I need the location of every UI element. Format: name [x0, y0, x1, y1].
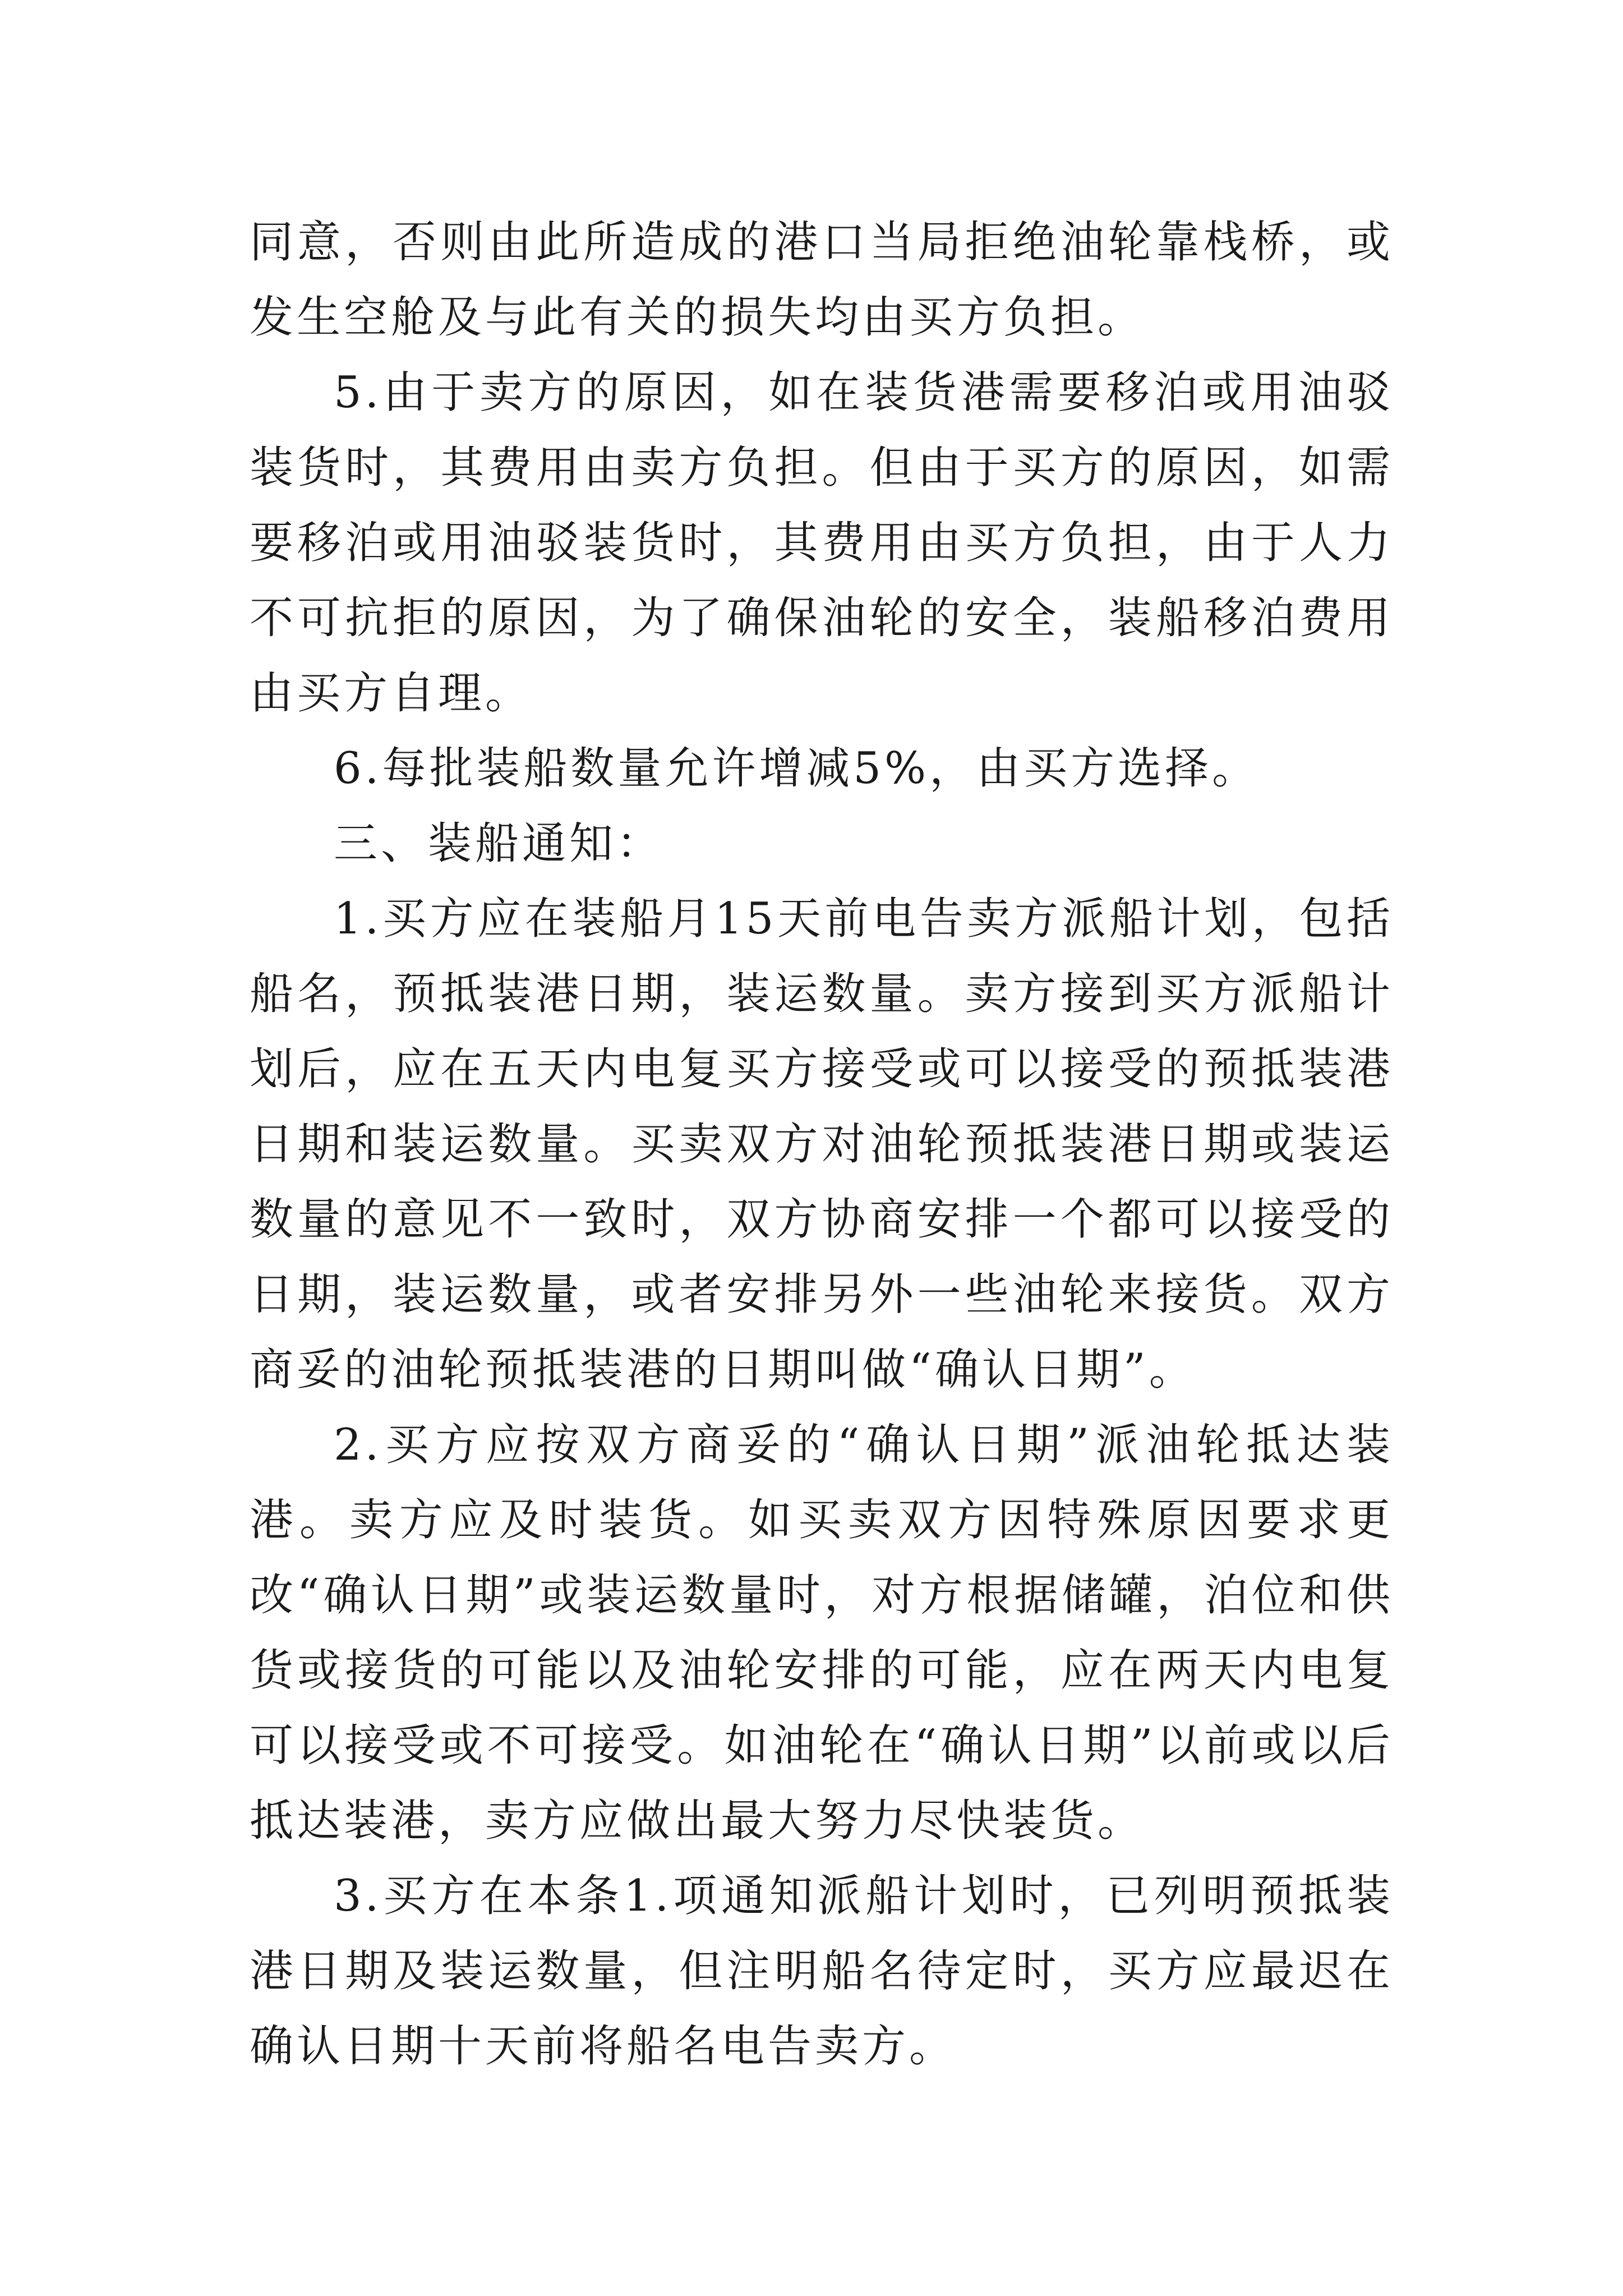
paragraph-notice-3: 3.买方在本条1.项通知派船计划时，已列明预抵装港日期及装运数量，但注明船名待定时，买方应最迟在确认日期十天前将船名电告卖方。 [250, 1871, 1394, 2072]
document-body [250, 205, 1394, 2084]
paragraph-notice-1: 1.买方应在装船月15天前电告卖方派船计划，包括船名，预抵装港日期，装运数量。卖方接到买方派船计划后，应在五天内电复买方接受或可以接受的预抵装港日期和装运数量。买卖双方对油轮预抵装港日期或装运数量的意见不一致时，双方协商安排一个都可以接受的日期，装运数量，或者安排另外一些油轮来接货。双方商妥的油轮预抵装港的日期叫做“确认日期”。 [250, 894, 1394, 1395]
paragraph-notice-2: 2.买方应按双方商妥的“确认日期”派油轮抵达装港。卖方应及时装货。如买卖双方因特殊原因要求更改“确认日期”或装运数量时，对方根据储罐，泊位和供货或接货的可能以及油轮安排的可能，应在两天内电复可以接受或不可接受。如油轮在“确认日期”以前或以后抵达装港，卖方应做出最大努力尽快装货。 [250, 1420, 1394, 1846]
paragraph-clause-6: 6.每批装船数量允许增减5%，由买方选择。 [334, 743, 1260, 794]
paragraph-clause-5: 5.由于卖方的原因，如在装货港需要移泊或用油驳装货时，其费用由卖方负担。但由于买方的原因，如需要移泊或用油驳装货时，其费用由买方负担，由于人力不可抗拒的原因，为了确保油轮的安全，装船移泊费用由买方自理。 [250, 367, 1394, 719]
paragraph-continuation: 同意，否则由此所造成的港口当局拒绝油轮靠栈桥，或发生空舱及与此有关的损失均由买方负担。 [250, 217, 1394, 343]
section-heading-shipping-notice: 三、装船通知： [334, 818, 664, 869]
